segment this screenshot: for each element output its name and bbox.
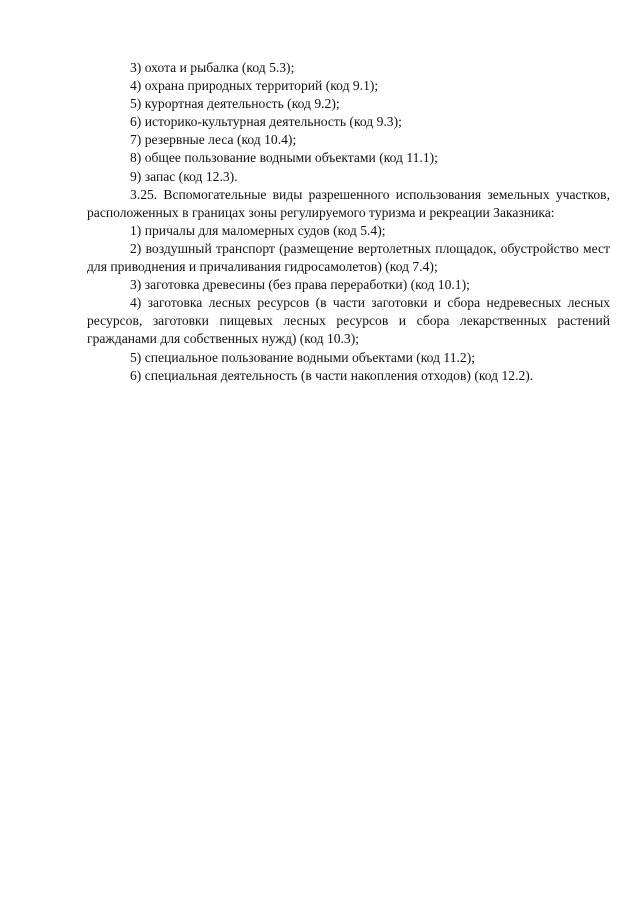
list-item-special-activity: 6) специальная деятельность (в части накопления отходов) (код 12.2). [130, 367, 534, 383]
list-item-small-boat-piers: 1) причалы для маломерных судов (код 5.4); [130, 222, 386, 238]
list-item-hunting-fishing: 3) охота и рыбалка (код 5.3); [130, 60, 295, 75]
list-item-water-use-special: 5) специальное пользование водными объектами (код 11.2); [130, 349, 475, 365]
list-item-air-transport: 2) воздушный транспорт (размещение вертолетных площадок, обустройство мест для приводнения и причаливания гидросамолетов) (код 7.4); [87, 240, 610, 275]
document-body [87, 59, 610, 385]
section-heading-3-25: 3.25. Вспомогательные виды разрешенного использования земельных участков, расположенных в границах зоны регулируемого туризма и рекреации Заказника: [87, 186, 610, 220]
list-item-water-use-general: 8) общее пользование водными объектами (код 11.1); [130, 150, 438, 166]
list-item-reserve-forests: 7) резервные леса (код 10.4); [130, 132, 297, 148]
list-item-timber-harvesting: 3) заготовка древесины (без права переработки) (код 10.1); [130, 277, 470, 293]
list-item-reserve: 9) запас (код 12.3). [130, 168, 238, 184]
list-item-nature-protection: 4) охрана природных территорий (код 9.1); [130, 78, 379, 94]
list-item-historical-cultural: 6) историко-культурная деятельность (код 9.3); [130, 114, 402, 130]
list-item-forest-resources: 4) заготовка лесных ресурсов (в части заготовки и сбора недревесных лесных ресурсов, заготовки пищевых лесных ресурсов и сбора лекарственных растений гражданами для собственных нужд) (код 10.3); [87, 295, 610, 347]
list-item-resort-activity: 5) курортная деятельность (код 9.2); [130, 96, 340, 112]
